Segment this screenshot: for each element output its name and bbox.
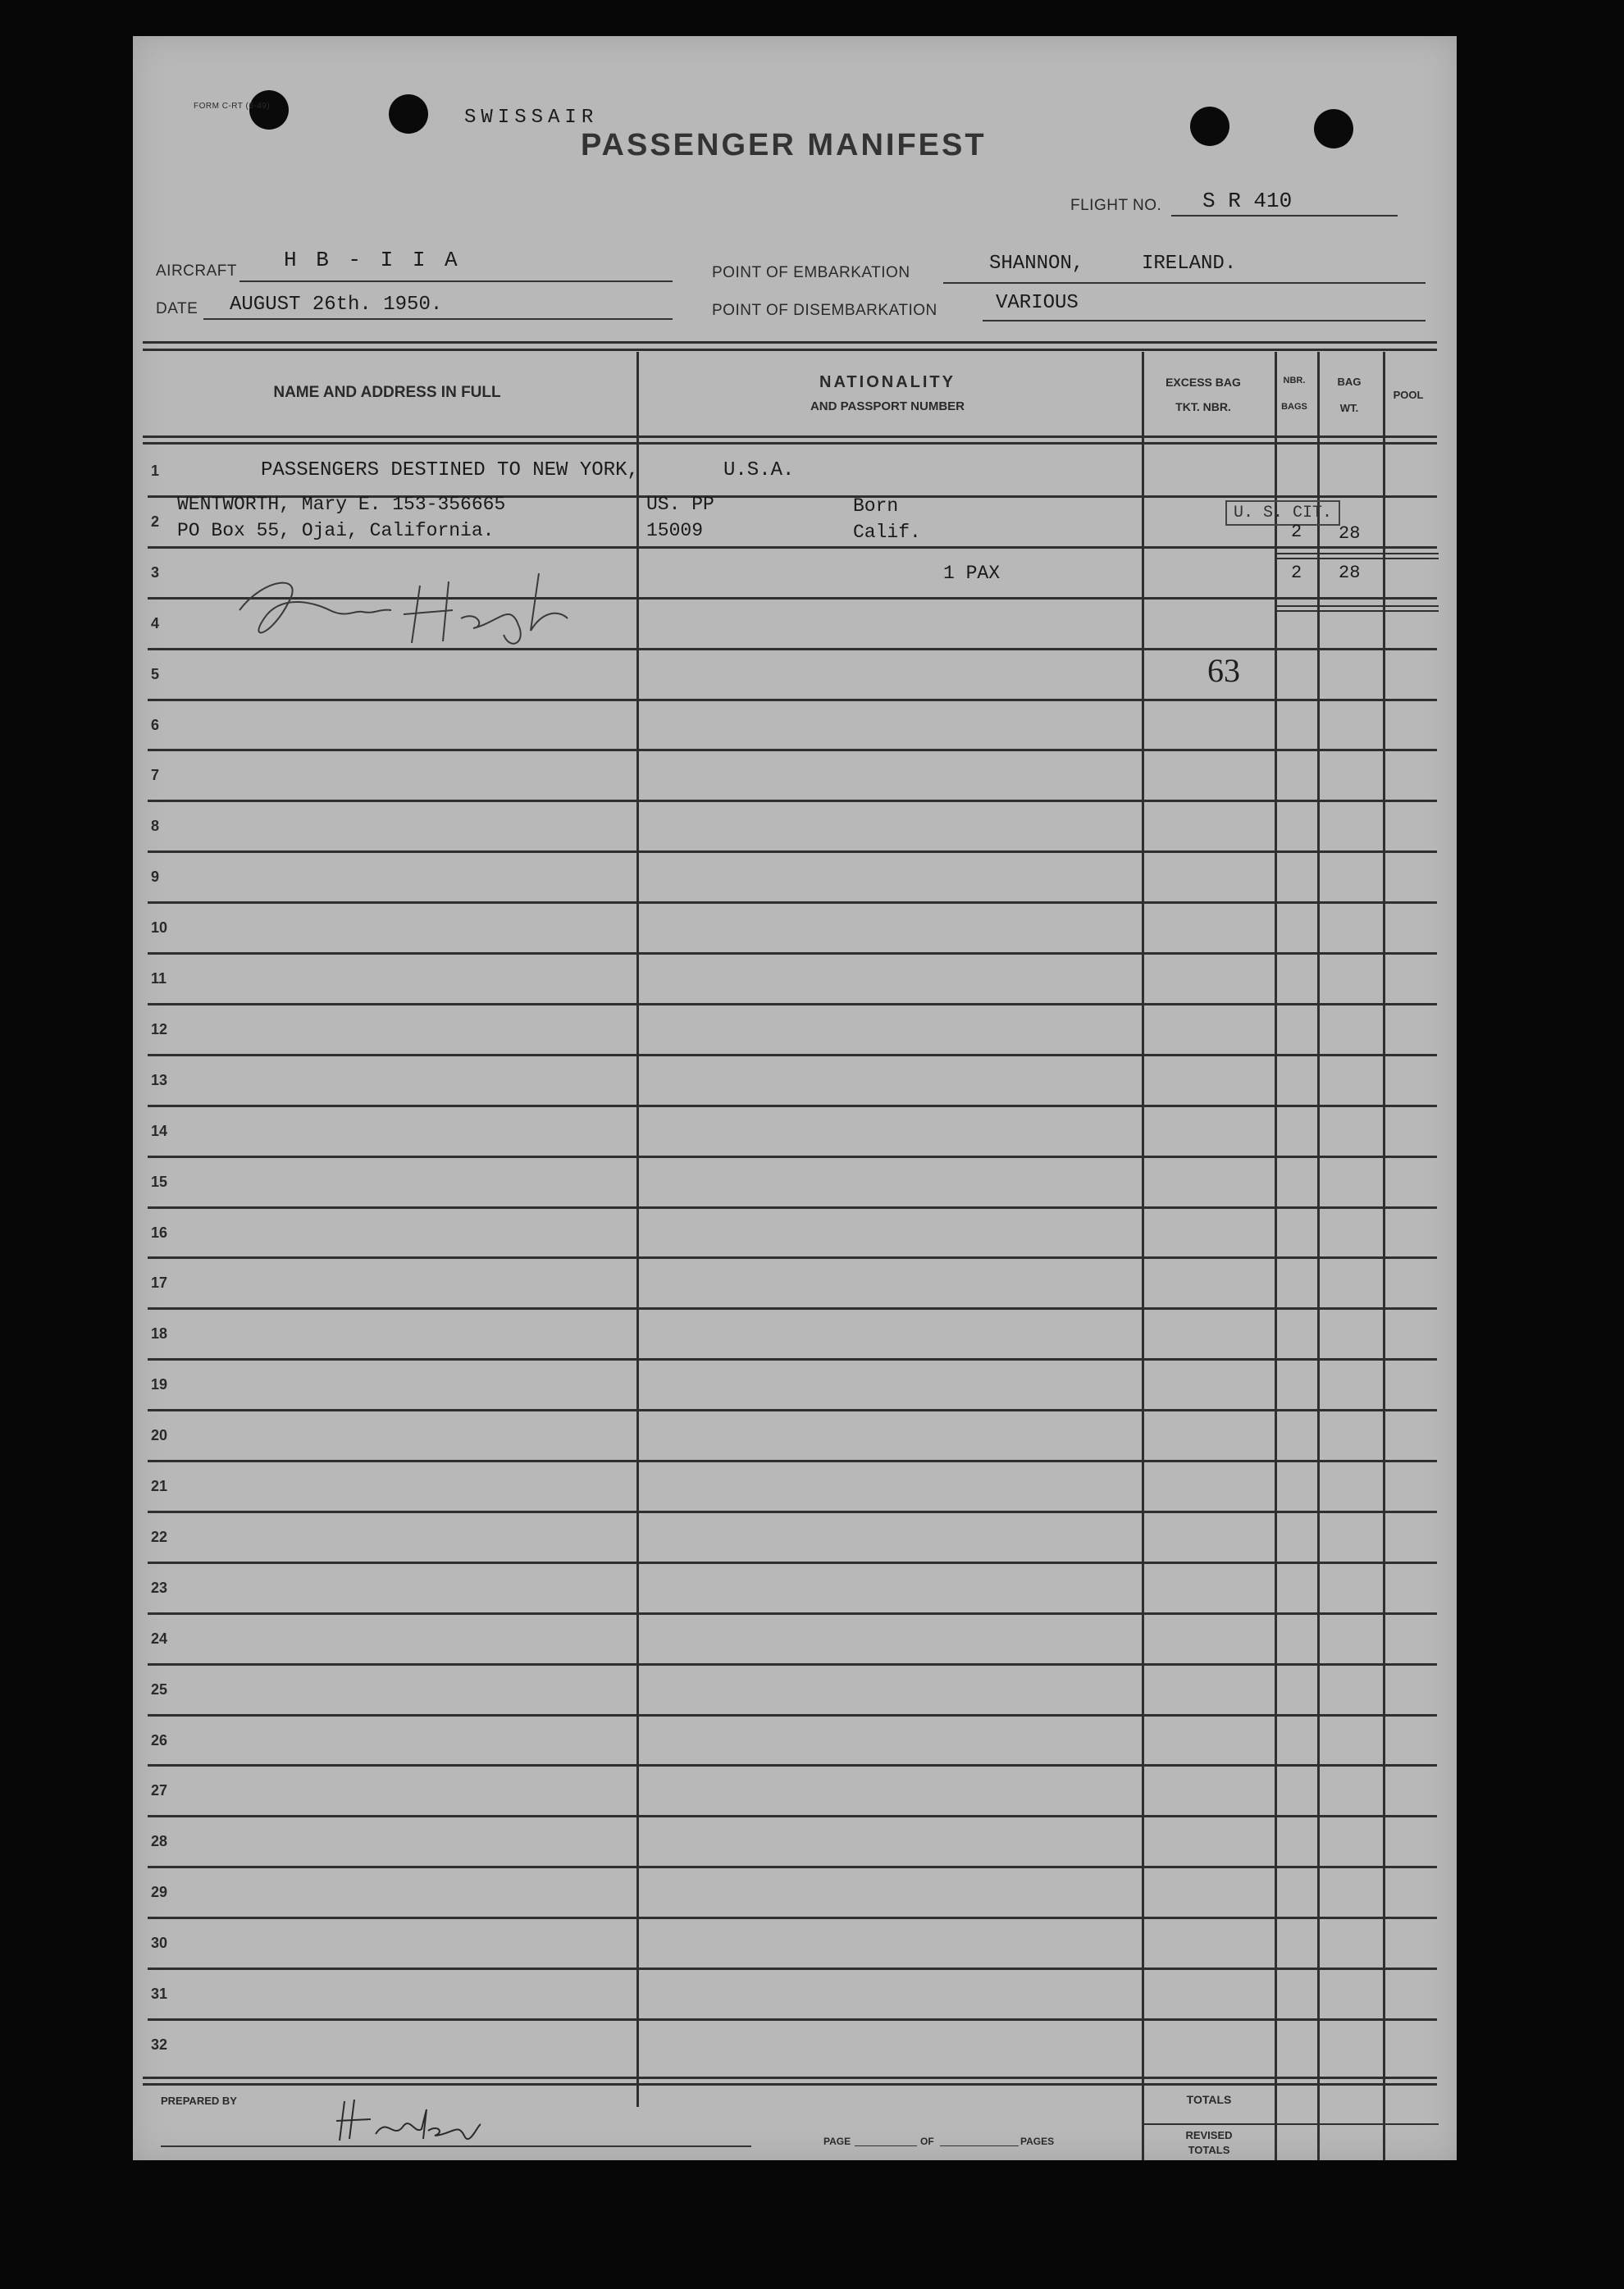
row-number: 26 <box>151 1732 168 1749</box>
row-divider <box>148 901 1437 904</box>
excess-bag-ticket-number: 63 <box>1207 652 1240 689</box>
row-divider <box>148 1663 1437 1666</box>
row-number: 21 <box>151 1478 168 1494</box>
row-divider <box>148 1764 1437 1767</box>
row-divider <box>148 546 1437 549</box>
totals-label: TOTALS <box>1186 2093 1232 2106</box>
row3-bag-weight: 28 <box>1339 563 1361 583</box>
row-divider <box>148 1917 1437 1919</box>
row-divider <box>148 952 1437 955</box>
row-divider <box>148 1968 1437 1970</box>
row-number: 17 <box>151 1274 168 1291</box>
row-number: 13 <box>151 1072 168 1088</box>
row-divider <box>148 1612 1437 1615</box>
manifest-sheet <box>133 36 1457 2160</box>
row-divider <box>148 1460 1437 1462</box>
col-bagwt-sub: WT. <box>1339 402 1359 414</box>
disembarkation-value: VARIOUS <box>996 292 1079 314</box>
row-divider <box>148 1256 1437 1259</box>
row3-bags: 2 <box>1291 563 1302 583</box>
row-divider <box>148 1307 1437 1310</box>
row-divider <box>148 1511 1437 1513</box>
row1-destination: PASSENGERS DESTINED TO NEW YORK, <box>261 459 639 481</box>
row-number: 7 <box>151 767 160 783</box>
flight-no-value: S R 410 <box>1202 189 1293 213</box>
col-name-header: NAME AND ADDRESS IN FULL <box>273 384 501 401</box>
row-number: 12 <box>151 1021 168 1037</box>
row-divider <box>148 800 1437 802</box>
passenger-birth-state: Calif. <box>853 522 921 543</box>
col-nationality-header: NATIONALITY <box>819 373 956 391</box>
row-divider <box>148 749 1437 751</box>
punch-hole <box>389 94 428 134</box>
col-pool-header: POOL <box>1393 389 1424 401</box>
passenger-nationality: US. PP <box>646 494 714 515</box>
form-title: PASSENGER MANIFEST <box>581 128 987 162</box>
row-number: 23 <box>151 1580 168 1596</box>
row-number: 29 <box>151 1884 168 1900</box>
col-nbr-header: NBR. <box>1283 376 1306 385</box>
citizenship-stamp: U. S. CIT. <box>1225 500 1340 526</box>
col-excess-sub: TKT. NBR. <box>1175 400 1231 413</box>
row-number: 18 <box>151 1325 168 1342</box>
revised-totals-label: REVISED <box>1185 2129 1233 2141</box>
row-number: 14 <box>151 1123 168 1139</box>
passenger-address: PO Box 55, Ojai, California. <box>177 520 495 541</box>
row-number: 16 <box>151 1224 168 1241</box>
row-number: 10 <box>151 919 168 936</box>
col-nationality-sub: AND PASSPORT NUMBER <box>810 399 965 413</box>
row-divider <box>148 1358 1437 1361</box>
row-number: 2 <box>151 513 160 530</box>
embarkation-label: POINT OF EMBARKATION <box>712 264 910 281</box>
row1-country: U.S.A. <box>723 459 795 481</box>
row-number: 22 <box>151 1529 168 1545</box>
row-divider <box>148 1714 1437 1717</box>
row-number: 25 <box>151 1681 168 1698</box>
row2-bag-weight: 28 <box>1339 523 1361 544</box>
row-divider <box>148 1054 1437 1056</box>
row-number: 20 <box>151 1427 168 1443</box>
date-value: AUGUST 26th. 1950. <box>230 294 443 316</box>
row-number: 1 <box>151 463 160 479</box>
row-number: 30 <box>151 1935 168 1951</box>
row2-bags: 2 <box>1291 522 1302 542</box>
row-divider <box>148 1815 1437 1817</box>
disembarkation-label: POINT OF DISEMBARKATION <box>712 302 937 319</box>
row-number: 19 <box>151 1376 168 1393</box>
row-divider <box>148 1105 1437 1107</box>
date-label: DATE <box>156 300 198 317</box>
passenger-name: WENTWORTH, Mary E. 153-356665 <box>177 494 506 515</box>
embarkation-city: SHANNON, <box>989 253 1084 275</box>
row-divider <box>148 850 1437 853</box>
row-number: 27 <box>151 1782 168 1799</box>
row-number: 4 <box>151 615 160 632</box>
form-number: FORM C-RT (6-49) <box>194 102 271 111</box>
row-divider <box>148 1003 1437 1005</box>
airline-name: SWISSAIR <box>464 107 599 129</box>
col-bagwt-header: BAG <box>1337 376 1362 388</box>
col-nbr-sub: BAGS <box>1281 402 1307 412</box>
row-number: 28 <box>151 1833 168 1849</box>
revised-totals-label-2: TOTALS <box>1188 2144 1230 2156</box>
row-number: 31 <box>151 1986 168 2002</box>
row-divider <box>148 1562 1437 1564</box>
row-divider <box>148 699 1437 701</box>
of-label: OF <box>920 2136 934 2147</box>
col-excess-header: EXCESS BAG <box>1166 376 1241 389</box>
row-divider <box>148 1156 1437 1158</box>
row-number: 9 <box>151 869 160 885</box>
row-number: 3 <box>151 564 160 581</box>
row-number: 11 <box>151 970 167 987</box>
row-divider <box>148 1866 1437 1868</box>
punch-hole <box>1314 109 1353 148</box>
row-number: 8 <box>151 818 160 834</box>
row-number: 32 <box>151 2036 168 2053</box>
passenger-signature <box>215 553 609 668</box>
embarkation-country: IRELAND. <box>1142 253 1237 275</box>
row-divider <box>148 2018 1437 2021</box>
row-number: 5 <box>151 666 160 682</box>
preparer-signature <box>330 2093 486 2150</box>
page-label: PAGE <box>823 2136 851 2147</box>
aircraft-label: AIRCRAFT <box>156 262 237 280</box>
passenger-passport: 15009 <box>646 520 704 541</box>
prepared-by-label: PREPARED BY <box>161 2095 237 2107</box>
row3-pax-count: 1 PAX <box>943 563 1001 584</box>
row-number: 6 <box>151 717 160 733</box>
punch-hole <box>1190 107 1229 146</box>
passenger-birth: Born <box>853 495 899 517</box>
row-number: 15 <box>151 1174 168 1190</box>
flight-no-label: FLIGHT NO. <box>1070 197 1162 214</box>
row-divider <box>148 1409 1437 1411</box>
row-number: 24 <box>151 1630 168 1647</box>
pages-label: PAGES <box>1020 2136 1055 2147</box>
row-divider <box>148 1206 1437 1209</box>
aircraft-value: H B - I I A <box>284 248 461 272</box>
